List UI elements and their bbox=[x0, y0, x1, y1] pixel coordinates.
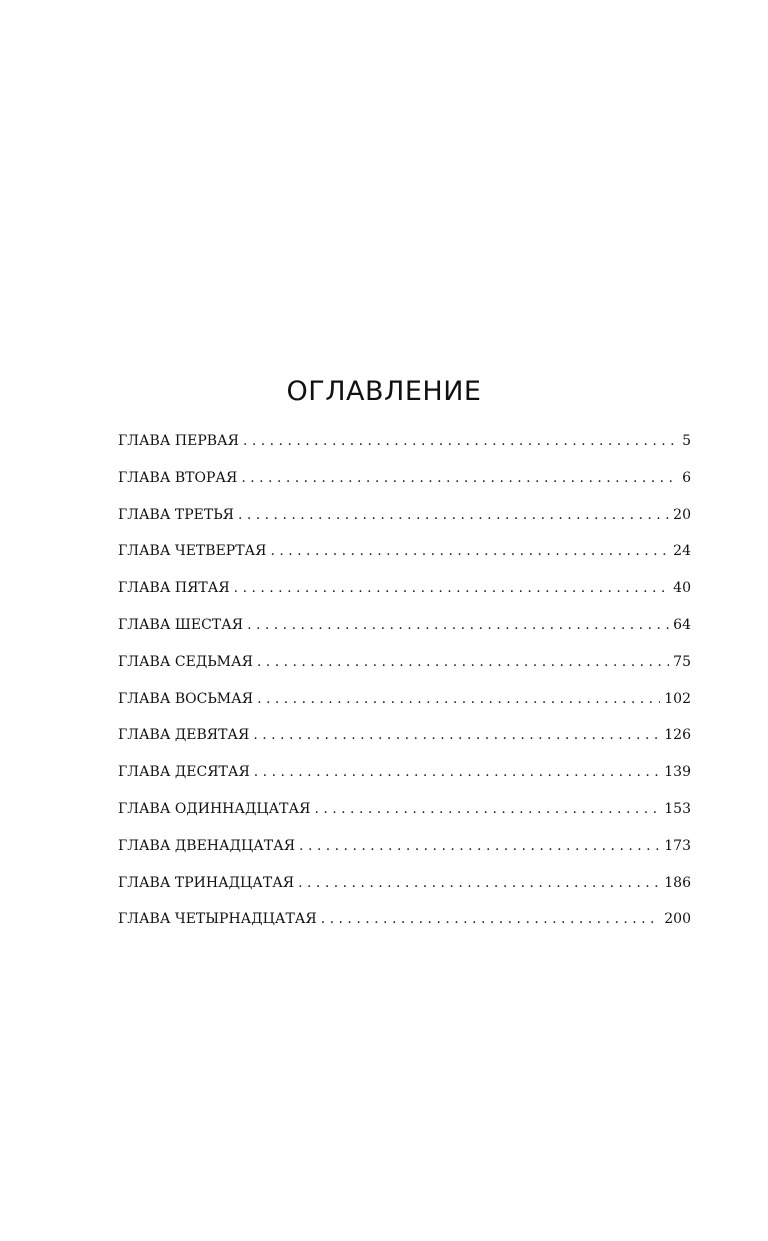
toc-entry-label: ГЛАВА ВОСЬМАЯ bbox=[118, 690, 254, 707]
page-title: ОГЛАВЛЕНИЕ bbox=[286, 376, 482, 407]
toc-entry-page-number: 102 bbox=[664, 690, 691, 707]
toc-dot-leader bbox=[298, 873, 660, 893]
toc-entry[interactable] bbox=[118, 762, 691, 799]
toc-entry-page-number: 200 bbox=[664, 911, 691, 928]
toc-entry-page-number: 139 bbox=[664, 764, 691, 781]
toc-entry[interactable] bbox=[118, 468, 691, 505]
toc-entry-page-number: 40 bbox=[673, 580, 691, 597]
toc-entry-page-number: 173 bbox=[664, 837, 691, 854]
toc-dot-leader bbox=[257, 652, 669, 672]
toc-dot-leader bbox=[257, 689, 660, 709]
toc-dot-leader bbox=[321, 909, 661, 929]
toc-dot-leader bbox=[247, 615, 669, 635]
toc-dot-leader bbox=[254, 762, 661, 782]
toc-entry[interactable] bbox=[118, 541, 691, 578]
toc-entry-page-number: 6 bbox=[682, 469, 691, 486]
toc-entry-page-number: 186 bbox=[664, 874, 691, 891]
toc-entry-page-number: 24 bbox=[673, 543, 691, 560]
toc-entry[interactable] bbox=[118, 909, 691, 946]
toc-entry-label: ГЛАВА ДВЕНАДЦАТАЯ bbox=[118, 837, 296, 854]
toc-entry-label: ГЛАВА ТРИНАДЦАТАЯ bbox=[118, 874, 295, 891]
toc-entry[interactable] bbox=[118, 836, 691, 873]
toc-dot-leader bbox=[241, 468, 678, 488]
toc-entry-page-number: 5 bbox=[682, 433, 691, 449]
toc-entry[interactable] bbox=[118, 615, 691, 652]
table-of-contents bbox=[118, 431, 691, 946]
toc-entry-page-number: 64 bbox=[673, 616, 691, 633]
toc-entry-page-number: 75 bbox=[673, 653, 691, 670]
toc-dot-leader bbox=[243, 431, 678, 451]
toc-entry-label: ГЛАВА ТРЕТЬЯ bbox=[118, 506, 234, 523]
toc-entry-label: ГЛАВА ДЕСЯТАЯ bbox=[118, 764, 250, 781]
toc-entry-label: ГЛАВА ПЕРВАЯ bbox=[118, 433, 239, 449]
toc-entry[interactable] bbox=[118, 652, 691, 689]
toc-entry-page-number: 126 bbox=[664, 727, 691, 744]
toc-entry[interactable] bbox=[118, 873, 691, 910]
toc-entry[interactable] bbox=[118, 505, 691, 542]
toc-entry-label: ГЛАВА ОДИННАДЦАТАЯ bbox=[118, 800, 311, 817]
toc-entry-label: ГЛАВА ПЯТАЯ bbox=[118, 580, 230, 597]
toc-entry[interactable] bbox=[118, 578, 691, 615]
toc-entry[interactable] bbox=[118, 689, 691, 726]
toc-entry-label: ГЛАВА ШЕСТАЯ bbox=[118, 616, 244, 633]
toc-entry[interactable] bbox=[118, 799, 691, 836]
toc-entry[interactable] bbox=[118, 431, 691, 468]
toc-dot-leader bbox=[299, 836, 660, 856]
toc-entry-page-number: 153 bbox=[664, 800, 691, 817]
toc-entry-label: ГЛАВА СЕДЬМАЯ bbox=[118, 653, 253, 670]
toc-entry-label: ГЛАВА ЧЕТЫРНАДЦАТАЯ bbox=[118, 911, 317, 928]
toc-dot-leader bbox=[253, 725, 660, 745]
toc-entry-label: ГЛАВА ВТОРАЯ bbox=[118, 469, 238, 486]
toc-dot-leader bbox=[314, 799, 660, 819]
toc-entry-page-number: 20 bbox=[673, 506, 691, 523]
toc-dot-leader bbox=[270, 541, 669, 561]
toc-entry-label: ГЛАВА ДЕВЯТАЯ bbox=[118, 727, 250, 744]
toc-dot-leader bbox=[234, 578, 670, 598]
toc-dot-leader bbox=[238, 505, 669, 525]
toc-entry-label: ГЛАВА ЧЕТВЕРТАЯ bbox=[118, 543, 267, 560]
toc-entry[interactable] bbox=[118, 725, 691, 762]
